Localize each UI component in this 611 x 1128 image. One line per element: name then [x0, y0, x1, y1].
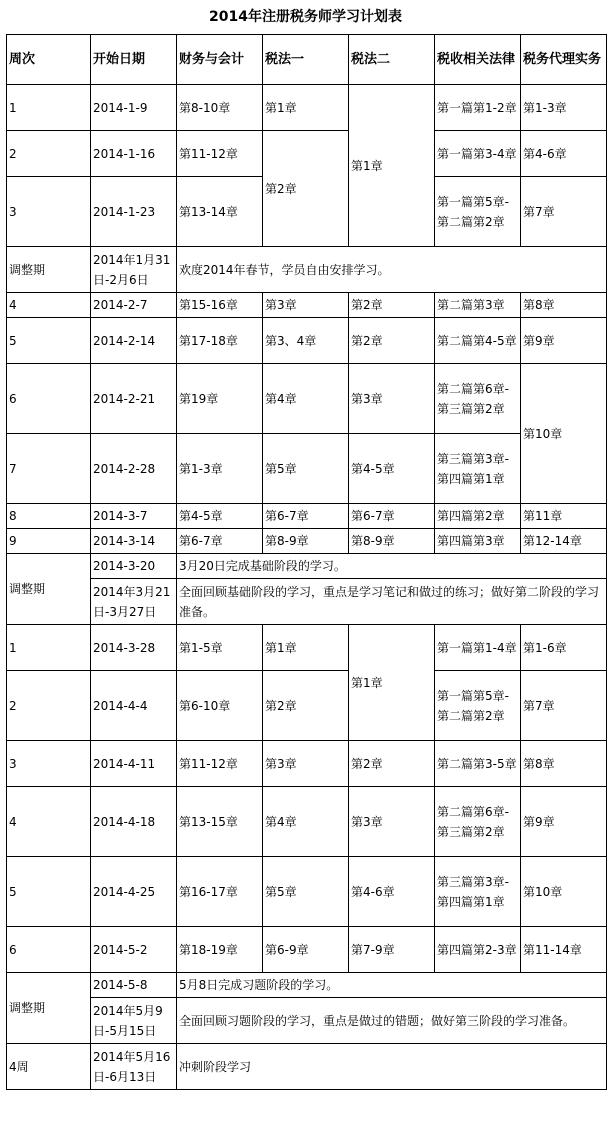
tax-law-1-cell: 第8-9章 [263, 529, 349, 554]
date-cell: 2014年5月9日-5月15日 [91, 998, 177, 1044]
agency-cell: 第9章 [521, 318, 607, 364]
date-cell: 2014年5月16日-6月13日 [91, 1044, 177, 1090]
table-row [7, 364, 607, 434]
date-cell: 2014-5-8 [91, 973, 177, 998]
table-row [7, 857, 607, 927]
week-cell: 4 [7, 787, 91, 857]
tax-law-1-cell: 第3章 [263, 293, 349, 318]
related-law-cell: 第四篇第3章 [435, 529, 521, 554]
related-law-cell: 第一篇第1-2章 [435, 85, 521, 131]
note-cell: 冲刺阶段学习 [177, 1044, 607, 1090]
accounting-cell: 第19章 [177, 364, 263, 434]
accounting-cell: 第6-7章 [177, 529, 263, 554]
header-accounting: 财务与会计 [177, 35, 263, 85]
agency-cell: 第7章 [521, 671, 607, 741]
related-law-cell: 第四篇第2章 [435, 504, 521, 529]
date-cell: 2014-5-2 [91, 927, 177, 973]
table-row [7, 787, 607, 857]
week-cell: 9 [7, 529, 91, 554]
week-cell: 8 [7, 504, 91, 529]
agency-cell: 第8章 [521, 293, 607, 318]
related-law-cell: 第二篇第3-5章 [435, 741, 521, 787]
week-cell: 7 [7, 434, 91, 504]
tax-law-2-cell: 第1章 [349, 625, 435, 741]
table-row [7, 131, 607, 177]
accounting-cell: 第13-15章 [177, 787, 263, 857]
table-row [7, 529, 607, 554]
adjustment-row [7, 579, 607, 625]
note-cell: 欢度2014年春节，学员自由安排学习。 [177, 247, 607, 293]
agency-cell: 第9章 [521, 787, 607, 857]
table-row [7, 85, 607, 131]
agency-cell: 第12-14章 [521, 529, 607, 554]
tax-law-2-cell: 第8-9章 [349, 529, 435, 554]
related-law-cell: 第三篇第3章-第四篇第1章 [435, 857, 521, 927]
tax-law-1-cell: 第1章 [263, 85, 349, 131]
accounting-cell: 第17-18章 [177, 318, 263, 364]
date-cell: 2014年3月21日-3月27日 [91, 579, 177, 625]
accounting-cell: 第18-19章 [177, 927, 263, 973]
related-law-cell: 第二篇第3章 [435, 293, 521, 318]
week-cell: 5 [7, 318, 91, 364]
header-tax-law-2: 税法二 [349, 35, 435, 85]
table-row [7, 318, 607, 364]
week-cell: 6 [7, 927, 91, 973]
week-cell: 1 [7, 625, 91, 671]
accounting-cell: 第4-5章 [177, 504, 263, 529]
tax-law-1-cell: 第5章 [263, 857, 349, 927]
agency-cell: 第1-3章 [521, 85, 607, 131]
week-cell: 1 [7, 85, 91, 131]
agency-cell: 第1-6章 [521, 625, 607, 671]
week-cell: 4 [7, 293, 91, 318]
date-cell: 2014-2-7 [91, 293, 177, 318]
week-cell: 2 [7, 671, 91, 741]
table-row [7, 927, 607, 973]
week-cell: 6 [7, 364, 91, 434]
accounting-cell: 第16-17章 [177, 857, 263, 927]
related-law-cell: 第一篇第1-4章 [435, 625, 521, 671]
date-cell: 2014-4-25 [91, 857, 177, 927]
date-cell: 2014-2-21 [91, 364, 177, 434]
tax-law-1-cell: 第6-7章 [263, 504, 349, 529]
tax-law-2-cell: 第4-5章 [349, 434, 435, 504]
table-row [7, 741, 607, 787]
date-cell: 2014-1-23 [91, 177, 177, 247]
week-cell: 3 [7, 177, 91, 247]
adjustment-row [7, 973, 607, 998]
week-cell: 调整期 [7, 554, 91, 625]
agency-cell: 第8章 [521, 741, 607, 787]
accounting-cell: 第11-12章 [177, 741, 263, 787]
tax-law-2-cell: 第1章 [349, 85, 435, 247]
agency-cell: 第4-6章 [521, 131, 607, 177]
related-law-cell: 第二篇第6章-第三篇第2章 [435, 364, 521, 434]
related-law-cell: 第二篇第4-5章 [435, 318, 521, 364]
accounting-cell: 第1-3章 [177, 434, 263, 504]
sprint-row [7, 1044, 607, 1090]
adjustment-row [7, 998, 607, 1044]
agency-cell: 第10章 [521, 364, 607, 504]
accounting-cell: 第1-5章 [177, 625, 263, 671]
accounting-cell: 第6-10章 [177, 671, 263, 741]
tax-law-2-cell: 第7-9章 [349, 927, 435, 973]
date-cell: 2014-2-28 [91, 434, 177, 504]
date-cell: 2014-2-14 [91, 318, 177, 364]
header-row [7, 35, 607, 85]
header-agency-practice: 税务代理实务 [521, 35, 607, 85]
date-cell: 2014-4-4 [91, 671, 177, 741]
tax-law-2-cell: 第3章 [349, 364, 435, 434]
table-row [7, 504, 607, 529]
related-law-cell: 第二篇第6章-第三篇第2章 [435, 787, 521, 857]
note-cell: 5月8日完成习题阶段的学习。 [177, 973, 607, 998]
related-law-cell: 第三篇第3章-第四篇第1章 [435, 434, 521, 504]
tax-law-2-cell: 第2章 [349, 741, 435, 787]
accounting-cell: 第8-10章 [177, 85, 263, 131]
adjustment-row [7, 247, 607, 293]
date-cell: 2014-3-7 [91, 504, 177, 529]
table-row [7, 671, 607, 741]
agency-cell: 第11-14章 [521, 927, 607, 973]
tax-law-2-cell: 第2章 [349, 293, 435, 318]
table-row [7, 434, 607, 504]
header-related-law: 税收相关法律 [435, 35, 521, 85]
tax-law-1-cell: 第3、4章 [263, 318, 349, 364]
tax-law-2-cell: 第6-7章 [349, 504, 435, 529]
tax-law-1-cell: 第2章 [263, 131, 349, 247]
tax-law-1-cell: 第4章 [263, 364, 349, 434]
related-law-cell: 第四篇第2-3章 [435, 927, 521, 973]
tax-law-2-cell: 第4-6章 [349, 857, 435, 927]
week-cell: 调整期 [7, 973, 91, 1044]
header-start-date: 开始日期 [91, 35, 177, 85]
note-cell: 全面回顾基础阶段的学习，重点是学习笔记和做过的练习；做好第二阶段的学习准备。 [177, 579, 607, 625]
date-cell: 2014-3-20 [91, 554, 177, 579]
date-cell: 2014-3-28 [91, 625, 177, 671]
tax-law-1-cell: 第3章 [263, 741, 349, 787]
week-cell: 3 [7, 741, 91, 787]
date-cell: 2014-3-14 [91, 529, 177, 554]
date-cell: 2014-1-16 [91, 131, 177, 177]
week-cell: 4周 [7, 1044, 91, 1090]
agency-cell: 第10章 [521, 857, 607, 927]
related-law-cell: 第一篇第5章-第二篇第2章 [435, 177, 521, 247]
tax-law-2-cell: 第3章 [349, 787, 435, 857]
week-cell: 2 [7, 131, 91, 177]
study-plan-table [6, 34, 607, 1090]
accounting-cell: 第11-12章 [177, 131, 263, 177]
table-row [7, 293, 607, 318]
accounting-cell: 第15-16章 [177, 293, 263, 318]
related-law-cell: 第一篇第3-4章 [435, 131, 521, 177]
note-cell: 全面回顾习题阶段的学习，重点是做过的错题；做好第三阶段的学习准备。 [177, 998, 607, 1044]
adjustment-row [7, 554, 607, 579]
date-cell: 2014-4-18 [91, 787, 177, 857]
tax-law-1-cell: 第5章 [263, 434, 349, 504]
tax-law-1-cell: 第6-9章 [263, 927, 349, 973]
table-row [7, 625, 607, 671]
page-title: 2014年注册税务师学习计划表 [209, 9, 402, 25]
date-cell: 2014-4-11 [91, 741, 177, 787]
date-cell: 2014年1月31日-2月6日 [91, 247, 177, 293]
week-cell: 调整期 [7, 247, 91, 293]
tax-law-1-cell: 第1章 [263, 625, 349, 671]
agency-cell: 第11章 [521, 504, 607, 529]
header-week: 周次 [7, 35, 91, 85]
related-law-cell: 第一篇第5章-第二篇第2章 [435, 671, 521, 741]
header-tax-law-1: 税法一 [263, 35, 349, 85]
tax-law-1-cell: 第2章 [263, 671, 349, 741]
accounting-cell: 第13-14章 [177, 177, 263, 247]
note-cell: 3月20日完成基础阶段的学习。 [177, 554, 607, 579]
tax-law-1-cell: 第4章 [263, 787, 349, 857]
week-cell: 5 [7, 857, 91, 927]
date-cell: 2014-1-9 [91, 85, 177, 131]
tax-law-2-cell: 第2章 [349, 318, 435, 364]
agency-cell: 第7章 [521, 177, 607, 247]
